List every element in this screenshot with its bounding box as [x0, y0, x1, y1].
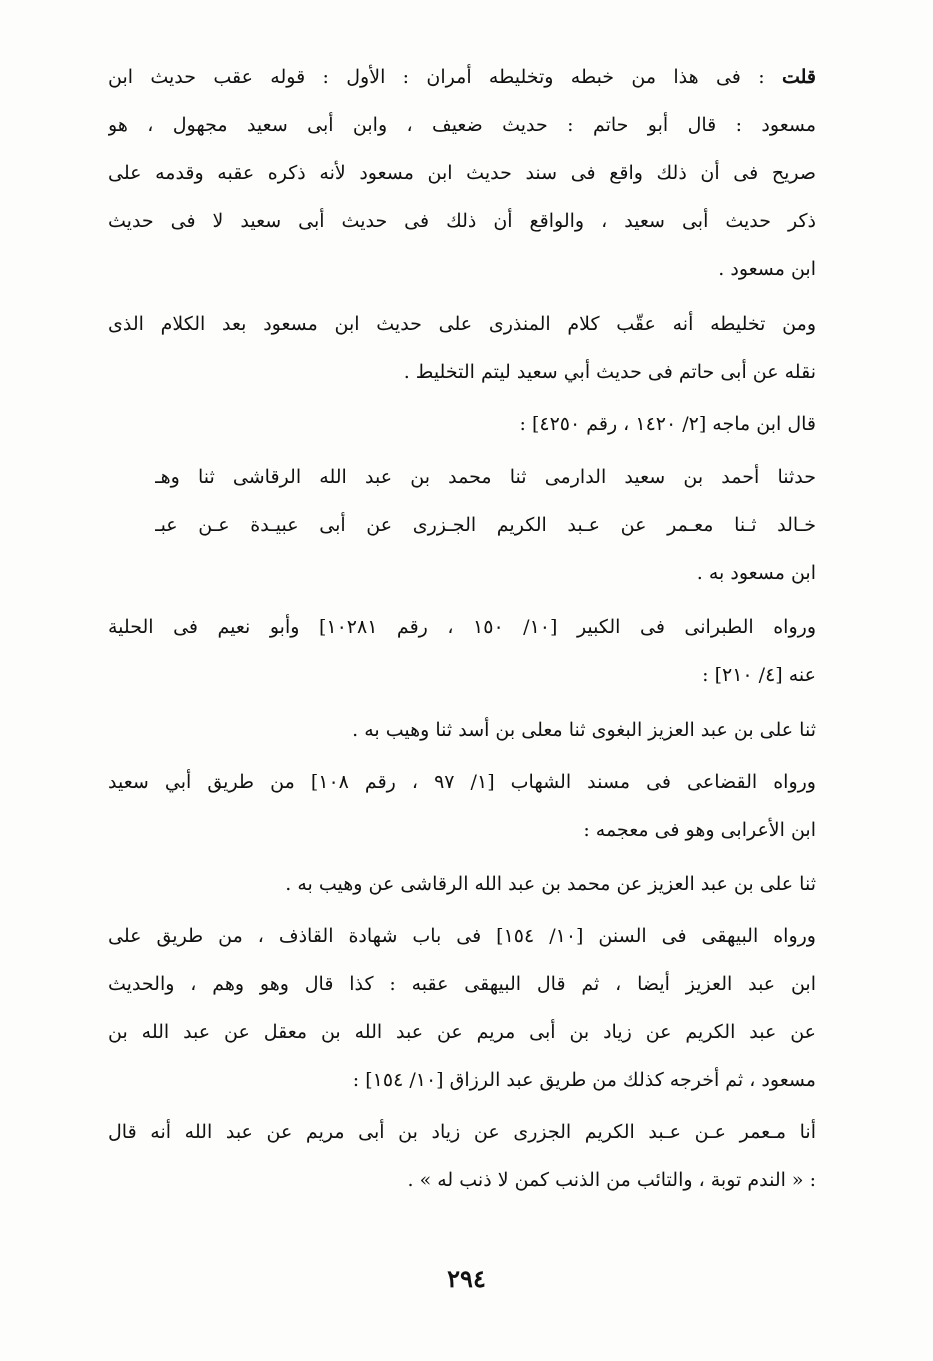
lead-word: قلت: [781, 66, 816, 88]
paragraph-1: [108, 53, 816, 293]
text-line: ثنا على بن عبد العزيز البغوى ثنا معلى بن أسد ثنا وهيب به .: [352, 719, 816, 741]
paragraph-8: [108, 860, 816, 908]
page-number: ٢٩٤: [447, 1264, 486, 1293]
paragraph-2: [108, 300, 816, 396]
text-line: نقله عن أبى حاتم فى حديث أبي سعيد ليتم التخليط .: [403, 361, 816, 383]
text-line: ومن تخليطه أنه عقّب كلام المنذرى على حديث ابن مسعود بعد الكلام الذى: [108, 313, 816, 335]
paragraph-6: [108, 706, 816, 754]
text-line: عن عبد الكريم عن زياد بن أبى مريم عن عبد الله بن معقل عن عبد الله بن: [108, 1021, 816, 1043]
text-line: قلت : فى هذا من خبطه وتخليطه أمران : الأول : قوله عقب حديث ابن: [108, 66, 816, 88]
text-line: أنا مـعمر عـن عـبد الكريم الجزرى عن زياد بن أبى مريم عن عبد الله أنه قال: [108, 1121, 816, 1143]
paragraph-10: [108, 1108, 816, 1204]
text-line: ورواه الطبرانى فى الكبير [١٠/ ١٥٠ ، رقم ١٠٢٨١] وأبو نعيم فى الحلية: [108, 616, 816, 638]
paragraph-7: [108, 758, 816, 854]
text-line: ورواه القضاعى فى مسند الشهاب [١/ ٩٧ ، رقم ١٠٨] من طريق أبي سعيد: [108, 771, 816, 793]
paragraph-3: [108, 400, 816, 448]
text-line: ذكر حديث أبى سعيد ، والواقع أن ذلك فى حديث أبى سعيد لا فى حديث: [108, 210, 816, 232]
text-line: حدثنا أحمد بن سعيد الدارمى ثنا محمد بن عبد الله الرقاشى ثنا وهـ: [155, 466, 816, 488]
text-line: ابن مسعود به .: [696, 562, 816, 584]
text-line: عنه [٤/ ٢١٠] :: [702, 664, 816, 686]
paragraph-5: [108, 603, 816, 699]
text-line: ورواه البيهقى فى السنن [١٠/ ١٥٤] فى باب شهادة القاذف ، من طريق على: [108, 925, 816, 947]
text-line: قال ابن ماجه [٢/ ١٤٢٠ ، رقم ٤٢٥٠] :: [519, 413, 816, 435]
text-line: ابن مسعود .: [718, 258, 816, 280]
paragraph-9: [108, 912, 816, 1104]
text-line: : « الندم توبة ، والتائب من الذنب كمن لا ذنب له » .: [407, 1169, 816, 1191]
paragraph-4: [155, 453, 816, 597]
text-line: صريح فى أن ذلك واقع فى سند حديث ابن مسعود لأنه ذكره عقبه وقدمه على: [108, 162, 816, 184]
text-line: ابن عبد العزيز أيضا ، ثم قال البيهقى عقبه : كذا قال وهو وهم ، والحديث: [108, 973, 816, 995]
text-line: ابن الأعرابى وهو فى معجمه :: [583, 819, 816, 841]
text-line: خـالد ثـنا معـمر عن عـبد الكريم الجـزرى عن أبى عبيـدة عـن عبـ: [155, 514, 816, 536]
text-line: ثنا على بن عبد العزيز عن محمد بن عبد الله الرقاشى عن وهيب به .: [285, 873, 816, 895]
text-line: مسعود ، ثم أخرجه كذلك من طريق عبد الرزاق [١٠/ ١٥٤] :: [352, 1069, 816, 1091]
text-line: مسعود : قال أبو حاتم : حديث ضعيف ، وابن أبى سعيد مجهول ، هو: [108, 114, 816, 136]
